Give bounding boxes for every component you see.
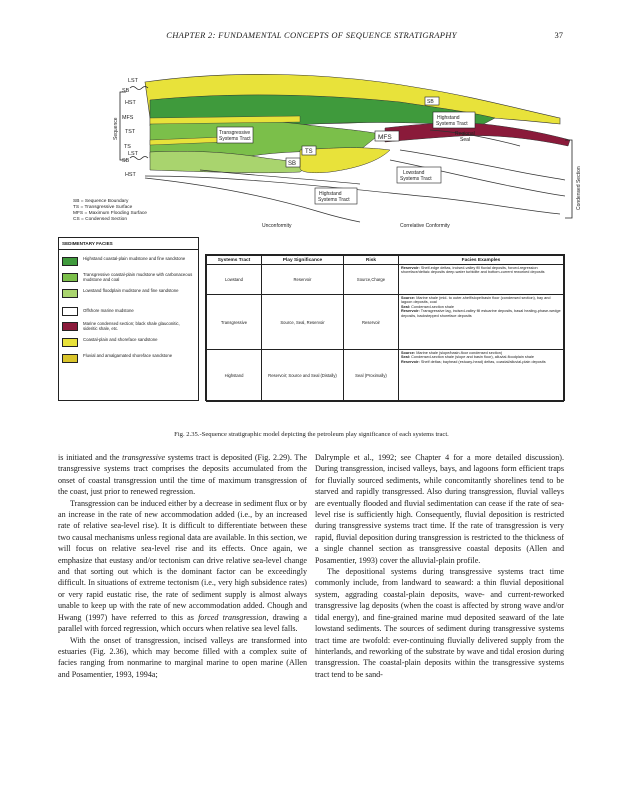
cell-tract: Highstand — [207, 350, 262, 402]
facies-text: Marine shale (mid- to outer-shelf/slope/basin floor (condensed section), bay and lagoon deposits, coal — [401, 296, 551, 305]
text-column-right — [315, 452, 564, 680]
facies-label: Reservoir: — [401, 359, 420, 364]
cell-play: Reservoir; Source and Seal (Distally) — [262, 350, 344, 402]
sb-wavy-top — [130, 87, 148, 90]
legend-swatch-transgressive — [62, 273, 78, 282]
abbrev-mfs: MFS = Maximum Flooding Surface — [73, 211, 147, 216]
condensed-section-bracket — [565, 140, 572, 218]
cell-risk: Reservoir — [344, 295, 399, 350]
box-hst-bottom-text-2: Systems Tract — [318, 197, 350, 203]
facies-label: Source: — [401, 296, 416, 300]
table-row — [207, 265, 564, 295]
box-hst-bottom-text-1: Highstand — [319, 191, 342, 197]
facies-label: Source: — [401, 351, 416, 355]
cell-tract: Transgressive — [207, 295, 262, 350]
label-sb-top: SB — [122, 88, 130, 94]
box-lst-text-2: Systems Tract — [400, 176, 432, 182]
page-number: 37 — [554, 30, 563, 40]
col-header-risk: Risk — [344, 256, 399, 265]
facies-label: Seal: — [401, 304, 411, 309]
regional-seal-text-2: Seal — [460, 137, 471, 143]
sedimentary-facies-legend — [58, 237, 199, 401]
cell-facies — [399, 265, 564, 295]
box-ts-text: TS — [305, 149, 313, 155]
running-header-title: CHAPTER 2: FUNDAMENTAL CONCEPTS OF SEQUENCE STRATIGRAPHY — [166, 30, 457, 40]
legend-swatch-offshore — [62, 307, 78, 316]
paragraph: With the onset of transgression, incised valleys are transformed into estuaries (Fig. 2.36), which may become filled with a complex suite of facies ranging from nonmarine to marginal marine to open marine (Allen and Posamentier, 1993, 1994a; — [58, 635, 307, 679]
cell-play: Source, Seal, Reservoir — [262, 295, 344, 350]
table-row — [207, 350, 564, 402]
table-header-row — [207, 256, 564, 265]
abbrev-sb: SB = Sequence Boundary — [73, 199, 129, 204]
abbrev-ts: TS = Transgressive Surface — [73, 205, 133, 210]
cell-tract: Lowstand — [207, 265, 262, 295]
box-lst-text-1: Lowstand — [403, 170, 425, 176]
label-unconformity: Unconformity — [262, 223, 292, 229]
play-significance-table — [205, 254, 565, 401]
systems-tract-table — [206, 255, 564, 402]
legend-swatch-coastal-sand — [62, 338, 78, 347]
col-header-facies-examples: Facies Examples — [399, 256, 564, 265]
paragraph: Transgression can be induced either by a decrease in sediment flux or by an increase in the rate of new accommodation added (i.e., by an increased rate of relative sea-level rise). It is difficult to differentiate between these two causal mechanisms unless regional data are available. In this section, we will focus on relative sea-level rise and its effects. Once again, we emphasize that eustasy and/or tectonism can drive relative sea-level change and that sorting out which is the dominant factor can be exceedingly difficult. In situations of extreme tectonism (i.e., very high subsidence rates) or very rapid eustatic rise, the rate of sediment supply is almost always unable to keep up with the rate of new accommodation added. Chough and Hwang (1997) have referred to this as forced transgression, drawing a parallel with forced regression, which occurs when relative sea level falls. — [58, 498, 308, 634]
cell-facies — [399, 295, 564, 350]
label-sb-mid: SB — [122, 158, 130, 164]
label-lst-top: LST — [128, 78, 138, 84]
label-hst-lower: HST — [125, 172, 136, 178]
facies-label: Seal: — [401, 355, 411, 360]
facies-text: Condensed-section shale (slope and basin floor), alluvial-floodplain shale — [411, 355, 534, 360]
cell-facies — [399, 350, 564, 402]
box-hst-top-text-2: Systems Tract — [436, 121, 468, 127]
box-hst-top-text-1: Highstand — [437, 115, 460, 121]
box-tst-text-1: Transgressive — [219, 130, 251, 136]
legend-title: SEDIMENTARY FACIES — [59, 238, 198, 250]
legend-item-text: Offshore marine mudstone — [83, 308, 134, 313]
box-sb-right-text: SB — [427, 99, 434, 105]
facies-text: Shelf-edge deltas, incised-valley fill fluvial deposits, forced-regression shoreface/deltaic deposits deep-water turbidite and bottom-current reworked deposits — [401, 266, 545, 275]
cell-risk: Source,Charge — [344, 265, 399, 295]
legend-item-text: Lowstand floodplain mudstone and fine sandstone — [83, 288, 179, 293]
legend-swatch-lowstand — [62, 289, 78, 298]
box-tst-text-2: Systems Tract — [219, 136, 251, 142]
facies-text: Condensed-section shale — [411, 304, 454, 309]
figure-caption: Fig. 2.35.-Sequence stratigraphic model depicting the petroleum play significance of each systems tract. — [174, 431, 449, 438]
paragraph: Dalrymple et al., 1992; see Chapter 4 for a more detailed discussion). During transgression, incised valleys, bays, and lagoons form efficient traps for fluvially sourced sediments, while concomitantly shorelines tend to be starved and rapidly transgressed. Also during transgression, fluvial valleys are eventually flooded and fluvial sedimentation can cease if the rate of sea-level rise is sufficiently high. Consequently, fluvial deposition is restricted during transgressive systems tract time. If the rate of transgression is very rapid, fluvial deposition during transgression is restricted to the thickness of a single channel section as transgressive coastal deposits (Allen and Posamentier, 1993) cover the alluvial-plain profile. — [315, 453, 564, 565]
label-correlative-conformity: Correlative Conformity — [400, 223, 450, 229]
cell-risk: Seal (Proximally) — [344, 350, 399, 402]
facies-label: Reservoir: — [401, 309, 420, 314]
label-tst-left: TST — [125, 129, 136, 135]
table-row — [207, 295, 564, 350]
legend-item-text: Marine condensed section; black shale glauconitic, sideritic shale, etc. — [83, 321, 180, 331]
facies-text: Marine shale (slope/basin-floor condensed section) — [416, 351, 503, 355]
label-mfs-left: MFS — [122, 115, 134, 121]
facies-text: Transgressive lag, incised-valley fill estuarine deposits, basal healing-phase-wedge deposits, backstepped shoreface deposits — [401, 309, 561, 318]
label-ts-left: TS — [124, 144, 131, 150]
label-sequence: Sequence — [113, 117, 119, 140]
abbrev-cs: CS = Condensed Section — [73, 217, 128, 222]
regional-seal-text-1: Regional — [455, 131, 475, 137]
legend-item-text: Coastal-plain and shoreface sandstone — [83, 337, 158, 342]
legend-swatch-condensed — [62, 322, 78, 331]
legend-swatch-fluvial — [62, 354, 78, 363]
legend-swatch-highstand — [62, 257, 78, 266]
label-lst-mid: LST — [128, 151, 138, 157]
legend-item-text: Transgressive coastal-plain mudstone with carbonaceous mudstone and coal — [83, 272, 193, 282]
legend-item-text: Highstand coastal-plain mudstone and fine sandstone — [83, 256, 186, 261]
label-hst-upper: HST — [125, 100, 136, 106]
box-sb-center-text: SB — [288, 161, 297, 167]
paragraph: The depositional systems during transgressive systems tract time commonly include, from landward to seaward: a thin fluvial depositional system, aggrading coastal-plain deposits, wave- and current-reworked transgressive lag deposits (when the coast is affected by strong wave and/or tidal energy), and fine-grained marine mud deposited seaward of the late lowstand sediments. The sources of sediment during transgressive systems tract time are twofold: ever-continuing fluvially delivered supply from the hinterlands, and reworking of the substrate by wave and tidal erosion during transgression. The coastal-plain deposits within the transgressive systems tract tend to be sand- — [315, 567, 564, 679]
facies-label: Reservoir: — [401, 266, 420, 270]
condensed-section-shale — [385, 123, 570, 146]
col-header-play-significance: Play Significance — [262, 256, 344, 265]
legend-item-text: Fluvial and amalgamated shoreface sandstone — [83, 353, 173, 358]
facies-text: Shelf deltas; bayhead (estuary-head) deltas, coastal/alluvial-plain deposits — [420, 359, 546, 364]
cell-play: Reservoir — [262, 265, 344, 295]
col-header-systems-tract: Systems Tract — [207, 256, 262, 265]
label-condensed-section: Condensed Section — [576, 166, 582, 210]
box-mfs-text: MFS — [378, 134, 392, 141]
paragraph: is initiated and the transgressive systems tract is deposited (Fig. 2.29). The transgressive systems tract comprises the deposits accumulated from the onset of coastal transgression until the time of maximum transgression of the coast, just prior to renewed regression. — [58, 453, 307, 497]
text-column-left — [58, 452, 307, 680]
